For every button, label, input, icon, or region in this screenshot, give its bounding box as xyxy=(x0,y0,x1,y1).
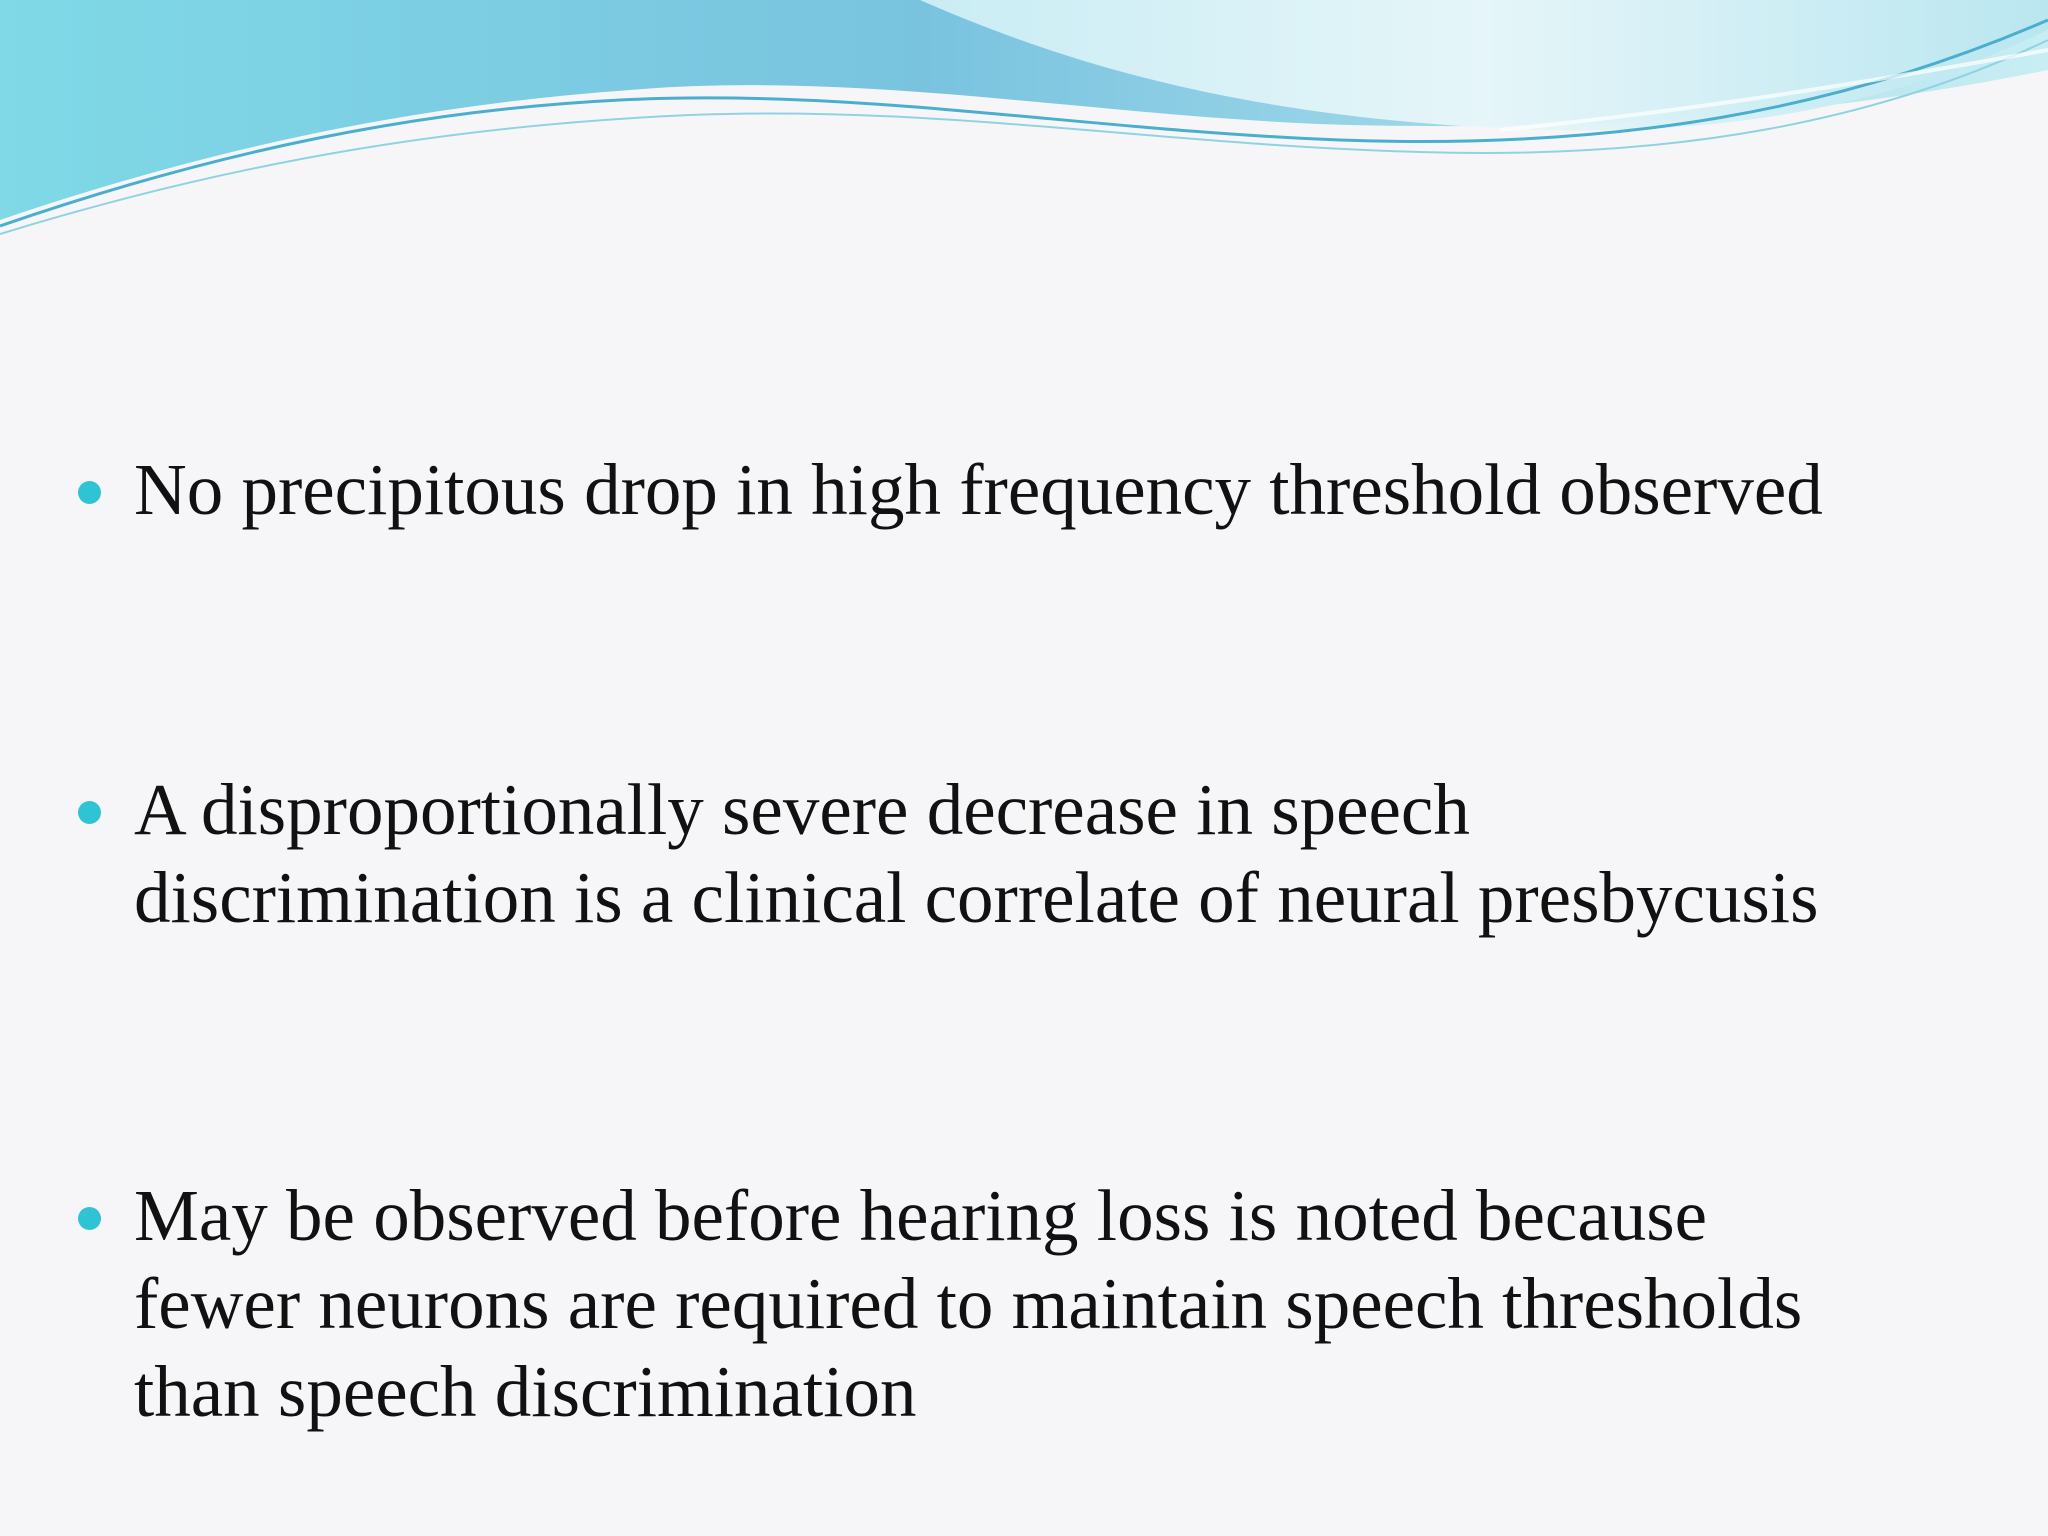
bullet-text-2: A disproportionally severe decrease in speech discrimination is a clinical correlate of neural presbycusis xyxy=(134,769,1819,938)
bullet-point-icon xyxy=(78,1207,101,1230)
bullet-item-2 xyxy=(78,766,2018,942)
bullet-point-icon xyxy=(78,481,101,504)
bullet-point-icon xyxy=(78,801,101,824)
header-wave-decoration xyxy=(0,0,2048,240)
bullet-item-1 xyxy=(78,446,2018,534)
bullet-text-1: No precipitous drop in high frequency threshold observed xyxy=(134,449,1823,530)
bullet-text-3: May be observed before hearing loss is noted because fewer neurons are required to maintain speech thresholds than speech discrimination xyxy=(134,1175,1803,1432)
bullet-item-3 xyxy=(78,1172,2018,1436)
